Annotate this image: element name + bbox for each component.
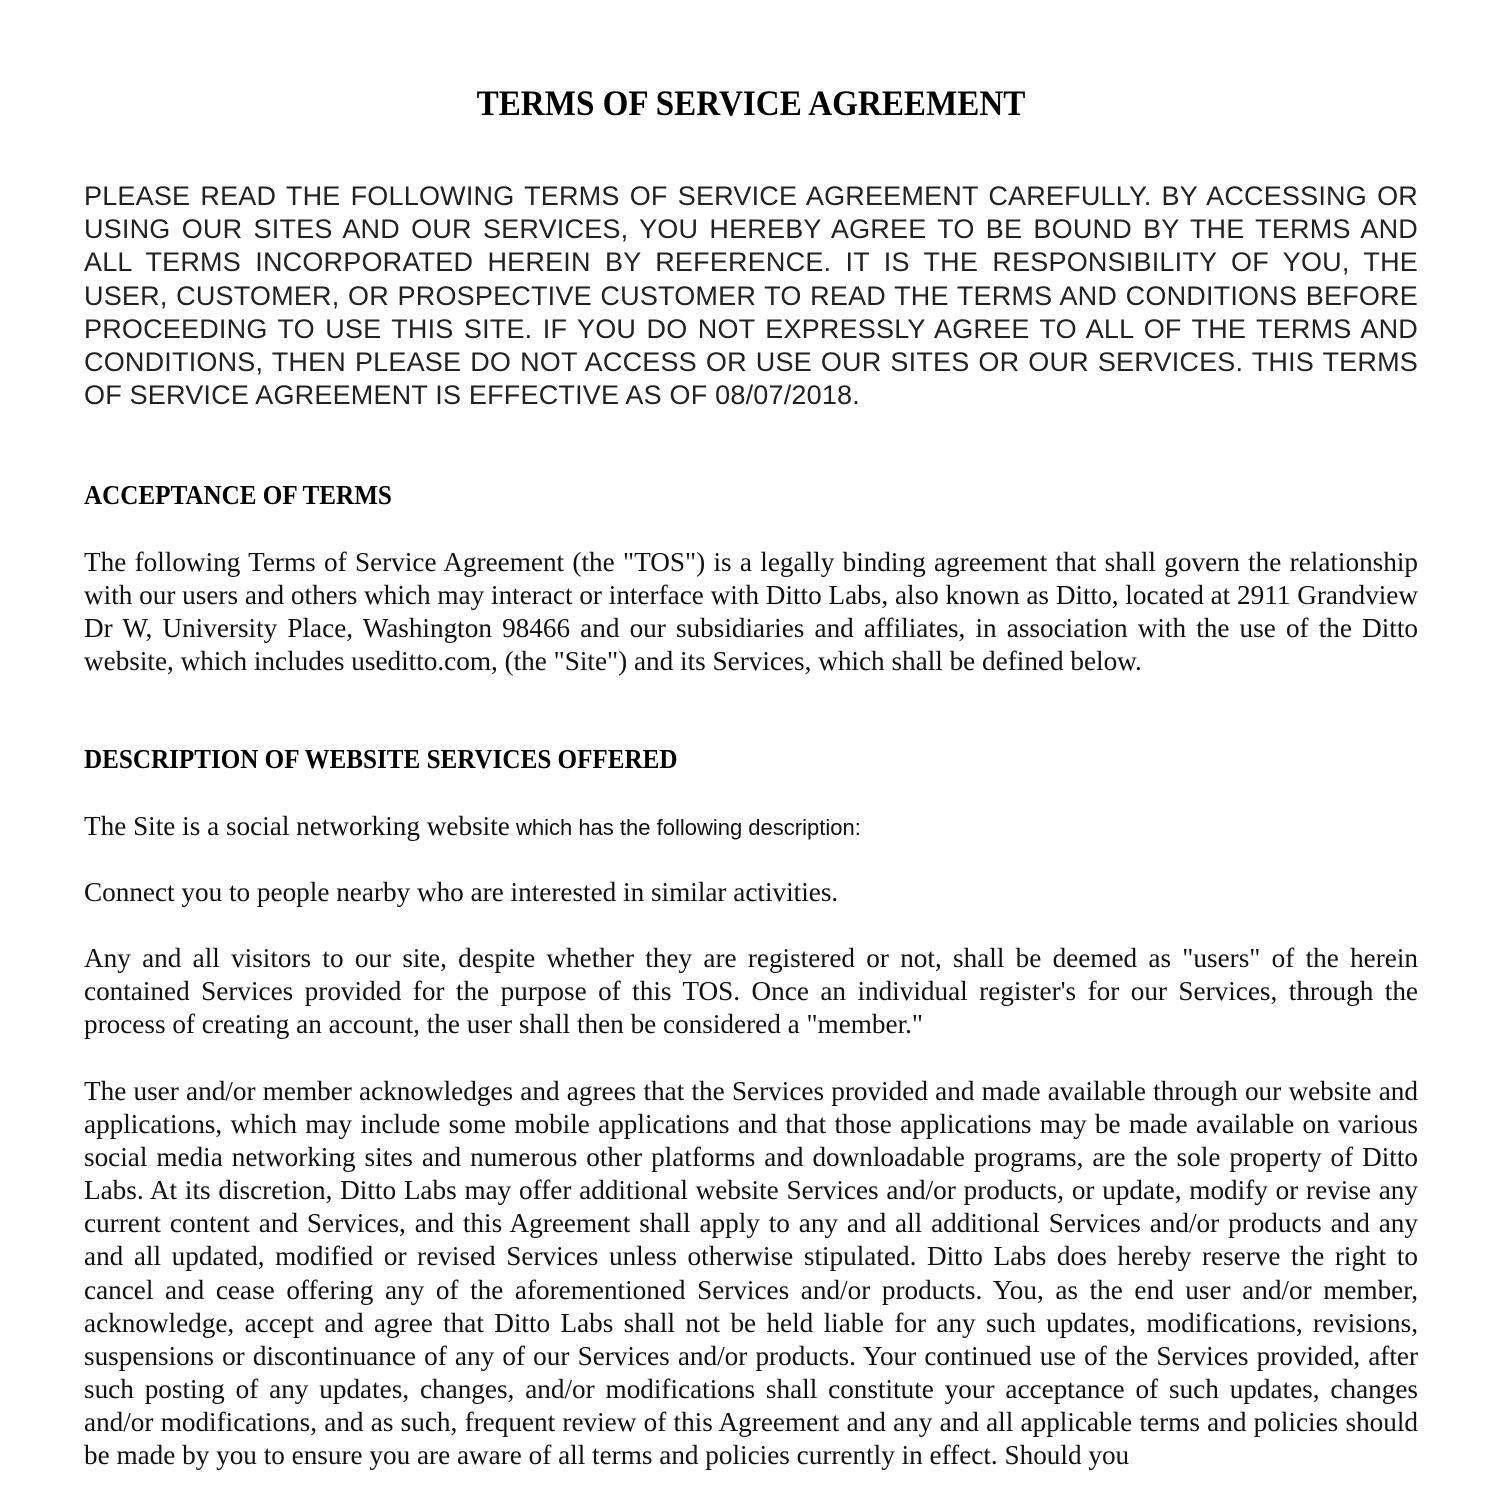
paragraph-users-members: Any and all visitors to our site, despite whether they are registered or not, shall be deemed as "users" of the herein contained Services provided for the purpose of this TOS. Once an individual register's for our Services, through the process of creating an account, the user shall then be considered a "member." xyxy=(84,943,1418,1040)
paragraph-site-tagline: Connect you to people nearby who are interested in similar activities. xyxy=(84,877,839,907)
document-title: TERMS OF SERVICE AGREEMENT xyxy=(476,83,1026,123)
paragraph-acceptance: The following Terms of Service Agreement (the "TOS") is a legally binding agreement that shall govern the relationship with our users and others which may interact or interface with Ditto Labs, also known as Ditto, located at 2911 Grandview Dr W, University Place, Washington 98466 and our subsidiaries and affiliates, in association with the use of the Ditto website, which includes useditto.com, (the "Site") and its Services, which shall be defined below. xyxy=(84,547,1418,677)
site-description-serif: The Site is a social networking website xyxy=(84,811,510,841)
paragraph-services-property: The user and/or member acknowledges and agrees that the Services provided and made available through our website and applications, which may include some mobile applications and that those applications may be made available on various social media networking sites and numerous other platforms and downloadable programs, are the sole property of Ditto Labs. At its discretion, Ditto Labs may offer additional website Services and/or products, or update, modify or revise any current content and Services, and this Agreement shall apply to any and all additional Services and/or products and any and all updated, modified or revised Services unless otherwise stipulated. Ditto Labs does hereby reserve the right to cancel and cease offering any of the aforementioned Services and/or products. You, as the end user and/or member, acknowledge, accept and agree that Ditto Labs shall not be held liable for any such updates, modifications, revisions, suspensions or discontinuance of any of our Services and/or products. Your continued use of the Services provided, after such posting of any updates, changes, and/or modifications shall constitute your acceptance of such updates, changes and/or modifications, and as such, frequent review of this Agreement and any and all applicable terms and policies should be made by you to ensure you are aware of all terms and policies currently in effect. Should you xyxy=(84,1076,1418,1471)
paragraph-site-description xyxy=(84,810,1418,844)
site-description-sans: which has the following description: xyxy=(509,815,861,840)
section-heading-acceptance: ACCEPTANCE OF TERMS xyxy=(84,480,392,510)
intro-notice: PLEASE READ THE FOLLOWING TERMS OF SERVICE AGREEMENT CAREFULLY. BY ACCESSING OR USING OUR SITES AND OUR SERVICES, YOU HEREBY AGREE TO BE BOUND BY THE TERMS AND ALL TERMS INCORPORATED HEREIN BY REFERENCE. IT IS THE RESPONSIBILITY OF YOU, THE USER, CUSTOMER, OR PROSPECTIVE CUSTOMER TO READ THE TERMS AND CONDITIONS BEFORE PROCEEDING TO USE THIS SITE. IF YOU DO NOT EXPRESSLY AGREE TO ALL OF THE TERMS AND CONDITIONS, THEN PLEASE DO NOT ACCESS OR USE OUR SITES OR OUR SERVICES. THIS TERMS OF SERVICE AGREEMENT IS EFFECTIVE AS OF 08/07/2018. xyxy=(84,181,1418,411)
section-heading-description: DESCRIPTION OF WEBSITE SERVICES OFFERED xyxy=(84,744,678,774)
